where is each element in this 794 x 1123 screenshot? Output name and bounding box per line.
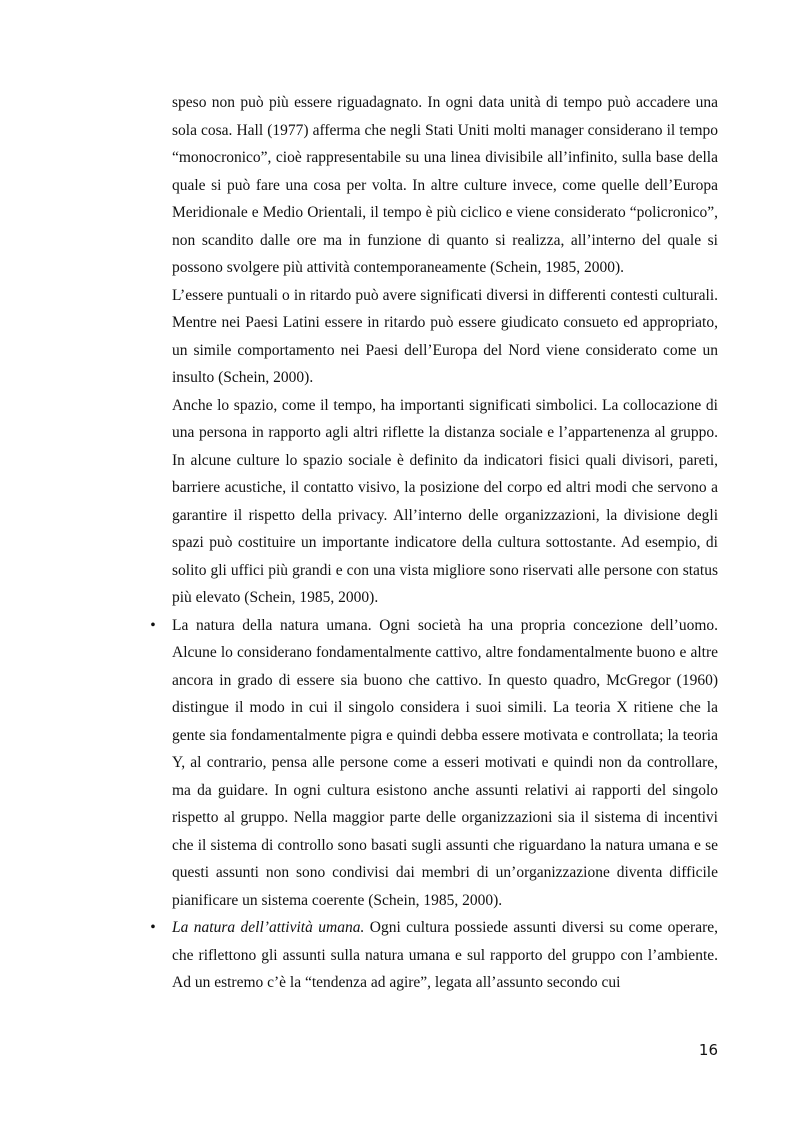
list-item-human-activity — [150, 914, 719, 997]
bullet-term: La natura dell’attività umana. — [172, 919, 365, 936]
paragraph-space: Anche lo spazio, come il tempo, ha importanti significati simbolici. La collocazione di una persona in rapporto agli altri riflette la distanza sociale e l’appartenenza al gruppo. In alcune culture lo spazio sociale è definito da indicatori fisici quali divisori, pareti, barriere acustiche, il contatto visivo, la posizione del corpo ed altri modi che servono a garantire il rispetto della privacy. All’interno delle organizzazioni, la divisione degli spazi può costituire un importante indicatore della cultura sottostante. Ad esempio, di solito gli uffici più grandi e con una vista migliore sono riservati alle persone con status più elevato (Schein, 1985, 2000). — [172, 396, 718, 606]
bullet-term: La natura della natura umana. — [172, 616, 372, 634]
bullet-list — [150, 612, 719, 997]
list-item-human-nature — [150, 612, 719, 915]
bullet-text: Ogni società ha una propria concezione dell’uomo. Alcune lo considerano fondamentalmente cattivo, altre fondamentalmente buono e altre ancora in grado di essere sia buono che cattivo. In questo quadro, McGregor (1960) distingue il modo in cui il singolo considera i suoi simili. La teoria X ritiene che la gente sia fondamentalmente pigra e quindi debba essere motivata e controllata; la teoria Y, al contrario, pensa alle persone come a esseri motivati e quindi non da controllare, ma da guidare. In ogni cultura esistono anche assunti relativi ai rapporti del singolo rispetto al gruppo. Nella maggior parte delle organizzazioni sia il sistema di incentivi che il sistema di controllo sono basati sugli assunti che riguardano la natura umana e se questi assunti non sono condivisi dai membri di un’organizzazione diventa difficile pianificare un sistema coerente (Schein, 1985, 2000). — [172, 616, 719, 909]
page-number: 16 — [698, 1041, 718, 1059]
paragraph-time-cultures: speso non può più essere riguadagnato. In ogni data unità di tempo può accadere una sola cosa. Hall (1977) afferma che negli Stati Uniti molti manager considerano il tempo “monocronico”, cioè rappresentabile su una linea divisibile all’infinito, sulla base della quale si può fare una cosa per volta. In altre culture invece, come quelle dell’Europa Meridionale e Medio Orientali, il tempo è più ciclico e viene considerato “policronico”, non scandito dalle ore ma in funzione di quanto si realizza, all’interno del quale si possono svolgere più attività contemporaneamente (Schein, 1985, 2000). — [172, 94, 718, 276]
document-body — [150, 89, 719, 997]
paragraph-punctuality: L’essere puntuali o in ritardo può avere significati diversi in differenti contesti culturali. Mentre nei Paesi Latini essere in ritardo può essere giudicato consueto ed appropriato, un simile comportamento nei Paesi dell’Europa del Nord viene considerato come un insulto (Schein, 2000). — [172, 286, 718, 386]
bullet-icon: • — [150, 919, 156, 936]
bullet-icon: • — [150, 616, 156, 634]
bullet-text: Ogni cultura possiede assunti diversi su come operare, che riflettono gli assunti sulla natura umana e sul rapporto del gruppo con l’ambiente. Ad un estremo c’è la “tendenza ad agire”, legata all’assunto secondo cui — [172, 919, 719, 991]
